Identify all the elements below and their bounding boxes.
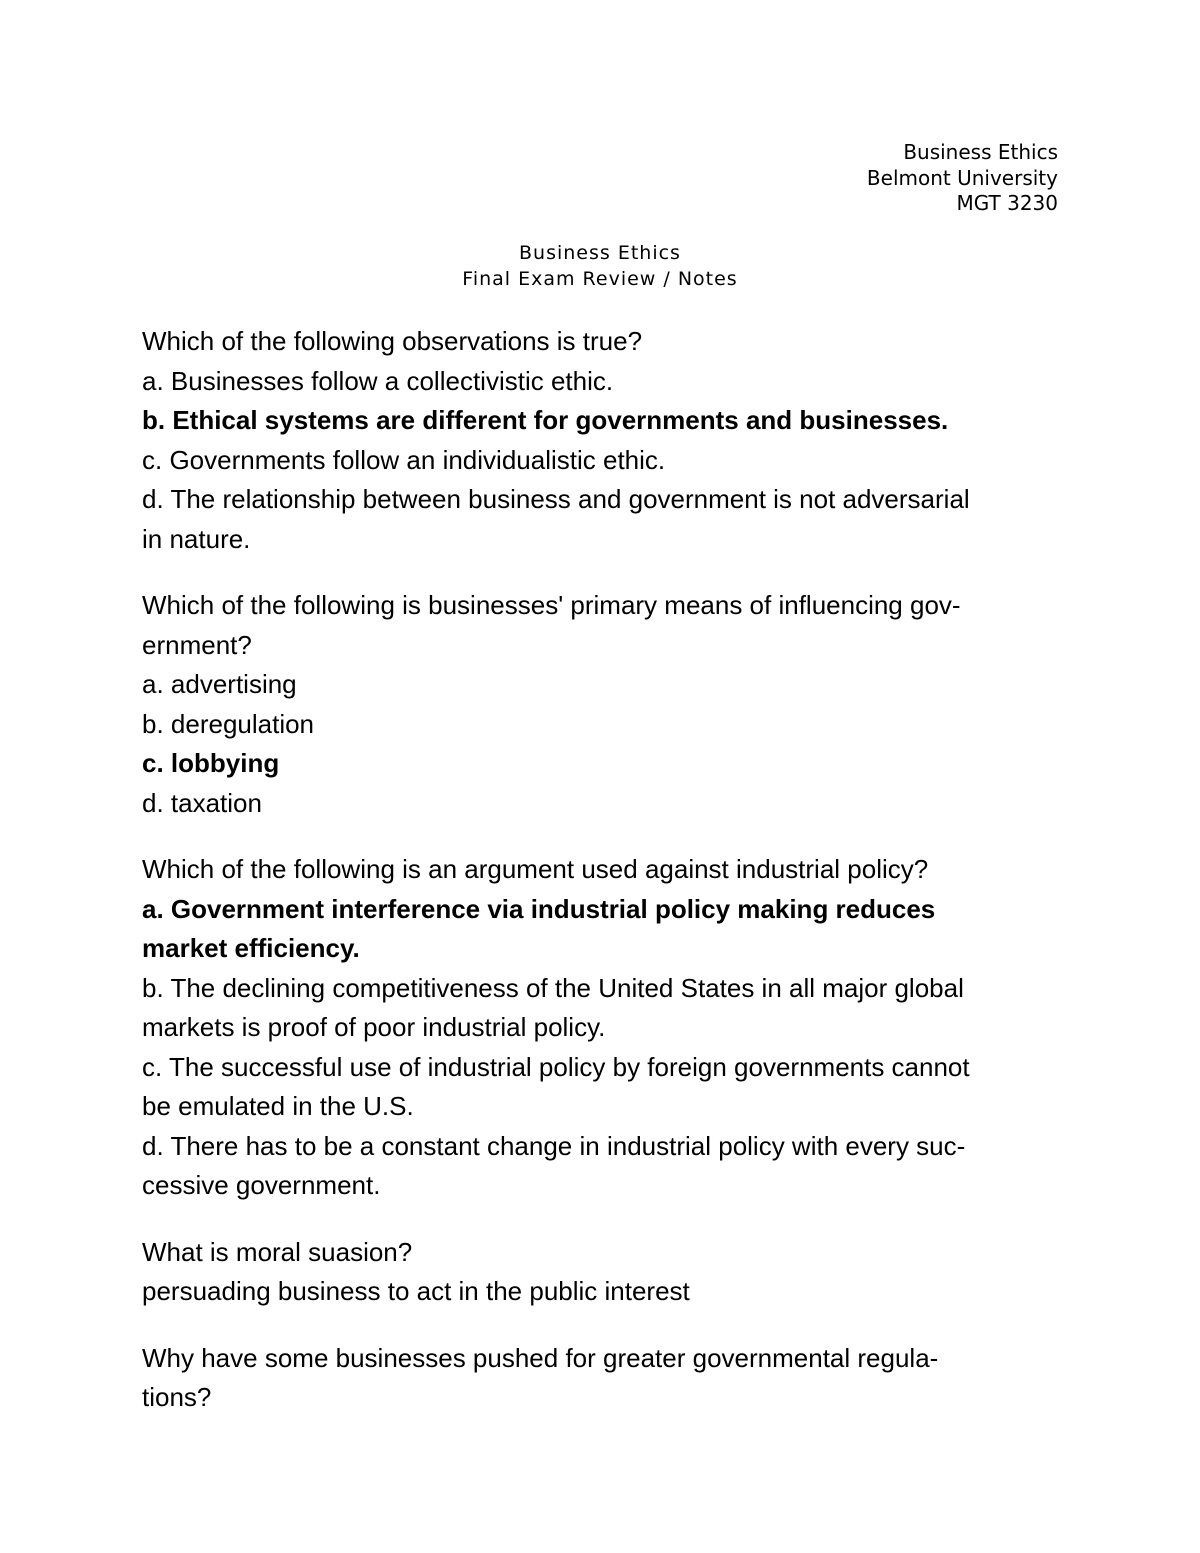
answer-line: d. There has to be a constant change in industrial policy with every suc- bbox=[142, 1130, 966, 1161]
correct-answer: market efficiency. bbox=[142, 933, 360, 963]
question-text: Which of the following observations is true? bbox=[142, 326, 643, 356]
question-text: Which of the following is businesses' primary means of influencing gov- bbox=[142, 590, 961, 620]
course-name: Business Ethics bbox=[903, 140, 1058, 164]
question-block bbox=[142, 850, 1072, 1206]
question-block bbox=[142, 1233, 1072, 1312]
correct-answer: b. Ethical systems are different for governments and businesses. bbox=[142, 405, 949, 435]
course-header bbox=[658, 140, 1058, 217]
answer-line: c. The successful use of industrial policy by foreign governments cannot bbox=[142, 1051, 970, 1082]
document-title bbox=[0, 240, 1200, 292]
answer-line: d. taxation bbox=[142, 787, 262, 818]
question-list bbox=[142, 322, 1072, 1445]
course-code: MGT 3230 bbox=[956, 191, 1058, 215]
question-block bbox=[142, 1339, 1072, 1418]
school-name: Belmont University bbox=[866, 165, 1058, 190]
answer-line: b. deregulation bbox=[142, 708, 315, 739]
question-text: Why have some businesses pushed for greater governmental regula- bbox=[142, 1342, 939, 1373]
answer-line: cessive government. bbox=[142, 1170, 381, 1200]
answer-line: b. The declining competitiveness of the United States in all major global bbox=[142, 972, 964, 1003]
answer-line: in nature. bbox=[142, 523, 251, 554]
question-text: What is moral suasion? bbox=[142, 1236, 413, 1267]
correct-answer: a. Government interference via industrial policy making reduces bbox=[142, 893, 936, 924]
answer-line: be emulated in the U.S. bbox=[142, 1091, 414, 1121]
question-block bbox=[142, 322, 1072, 559]
answer-line: tions? bbox=[142, 1382, 212, 1412]
answer-line: markets is proof of poor industrial policy. bbox=[142, 1012, 606, 1042]
question-text: Which of the following is an argument used against industrial policy? bbox=[142, 854, 929, 884]
title-line-2: Final Exam Review / Notes bbox=[462, 268, 738, 290]
question-block bbox=[142, 586, 1072, 823]
answer-line: a. advertising bbox=[142, 669, 297, 699]
title-line-1: Business Ethics bbox=[519, 242, 681, 264]
answer-line: d. The relationship between business and government is not adversarial bbox=[142, 484, 970, 514]
answer-line: a. Businesses follow a collectivistic ethic. bbox=[142, 365, 614, 396]
answer-line: ernment? bbox=[142, 629, 252, 660]
answer-line: c. Governments follow an individualistic ethic. bbox=[142, 444, 666, 475]
answer-line: persuading business to act in the public interest bbox=[142, 1276, 690, 1306]
correct-answer: c. lobbying bbox=[142, 748, 280, 778]
